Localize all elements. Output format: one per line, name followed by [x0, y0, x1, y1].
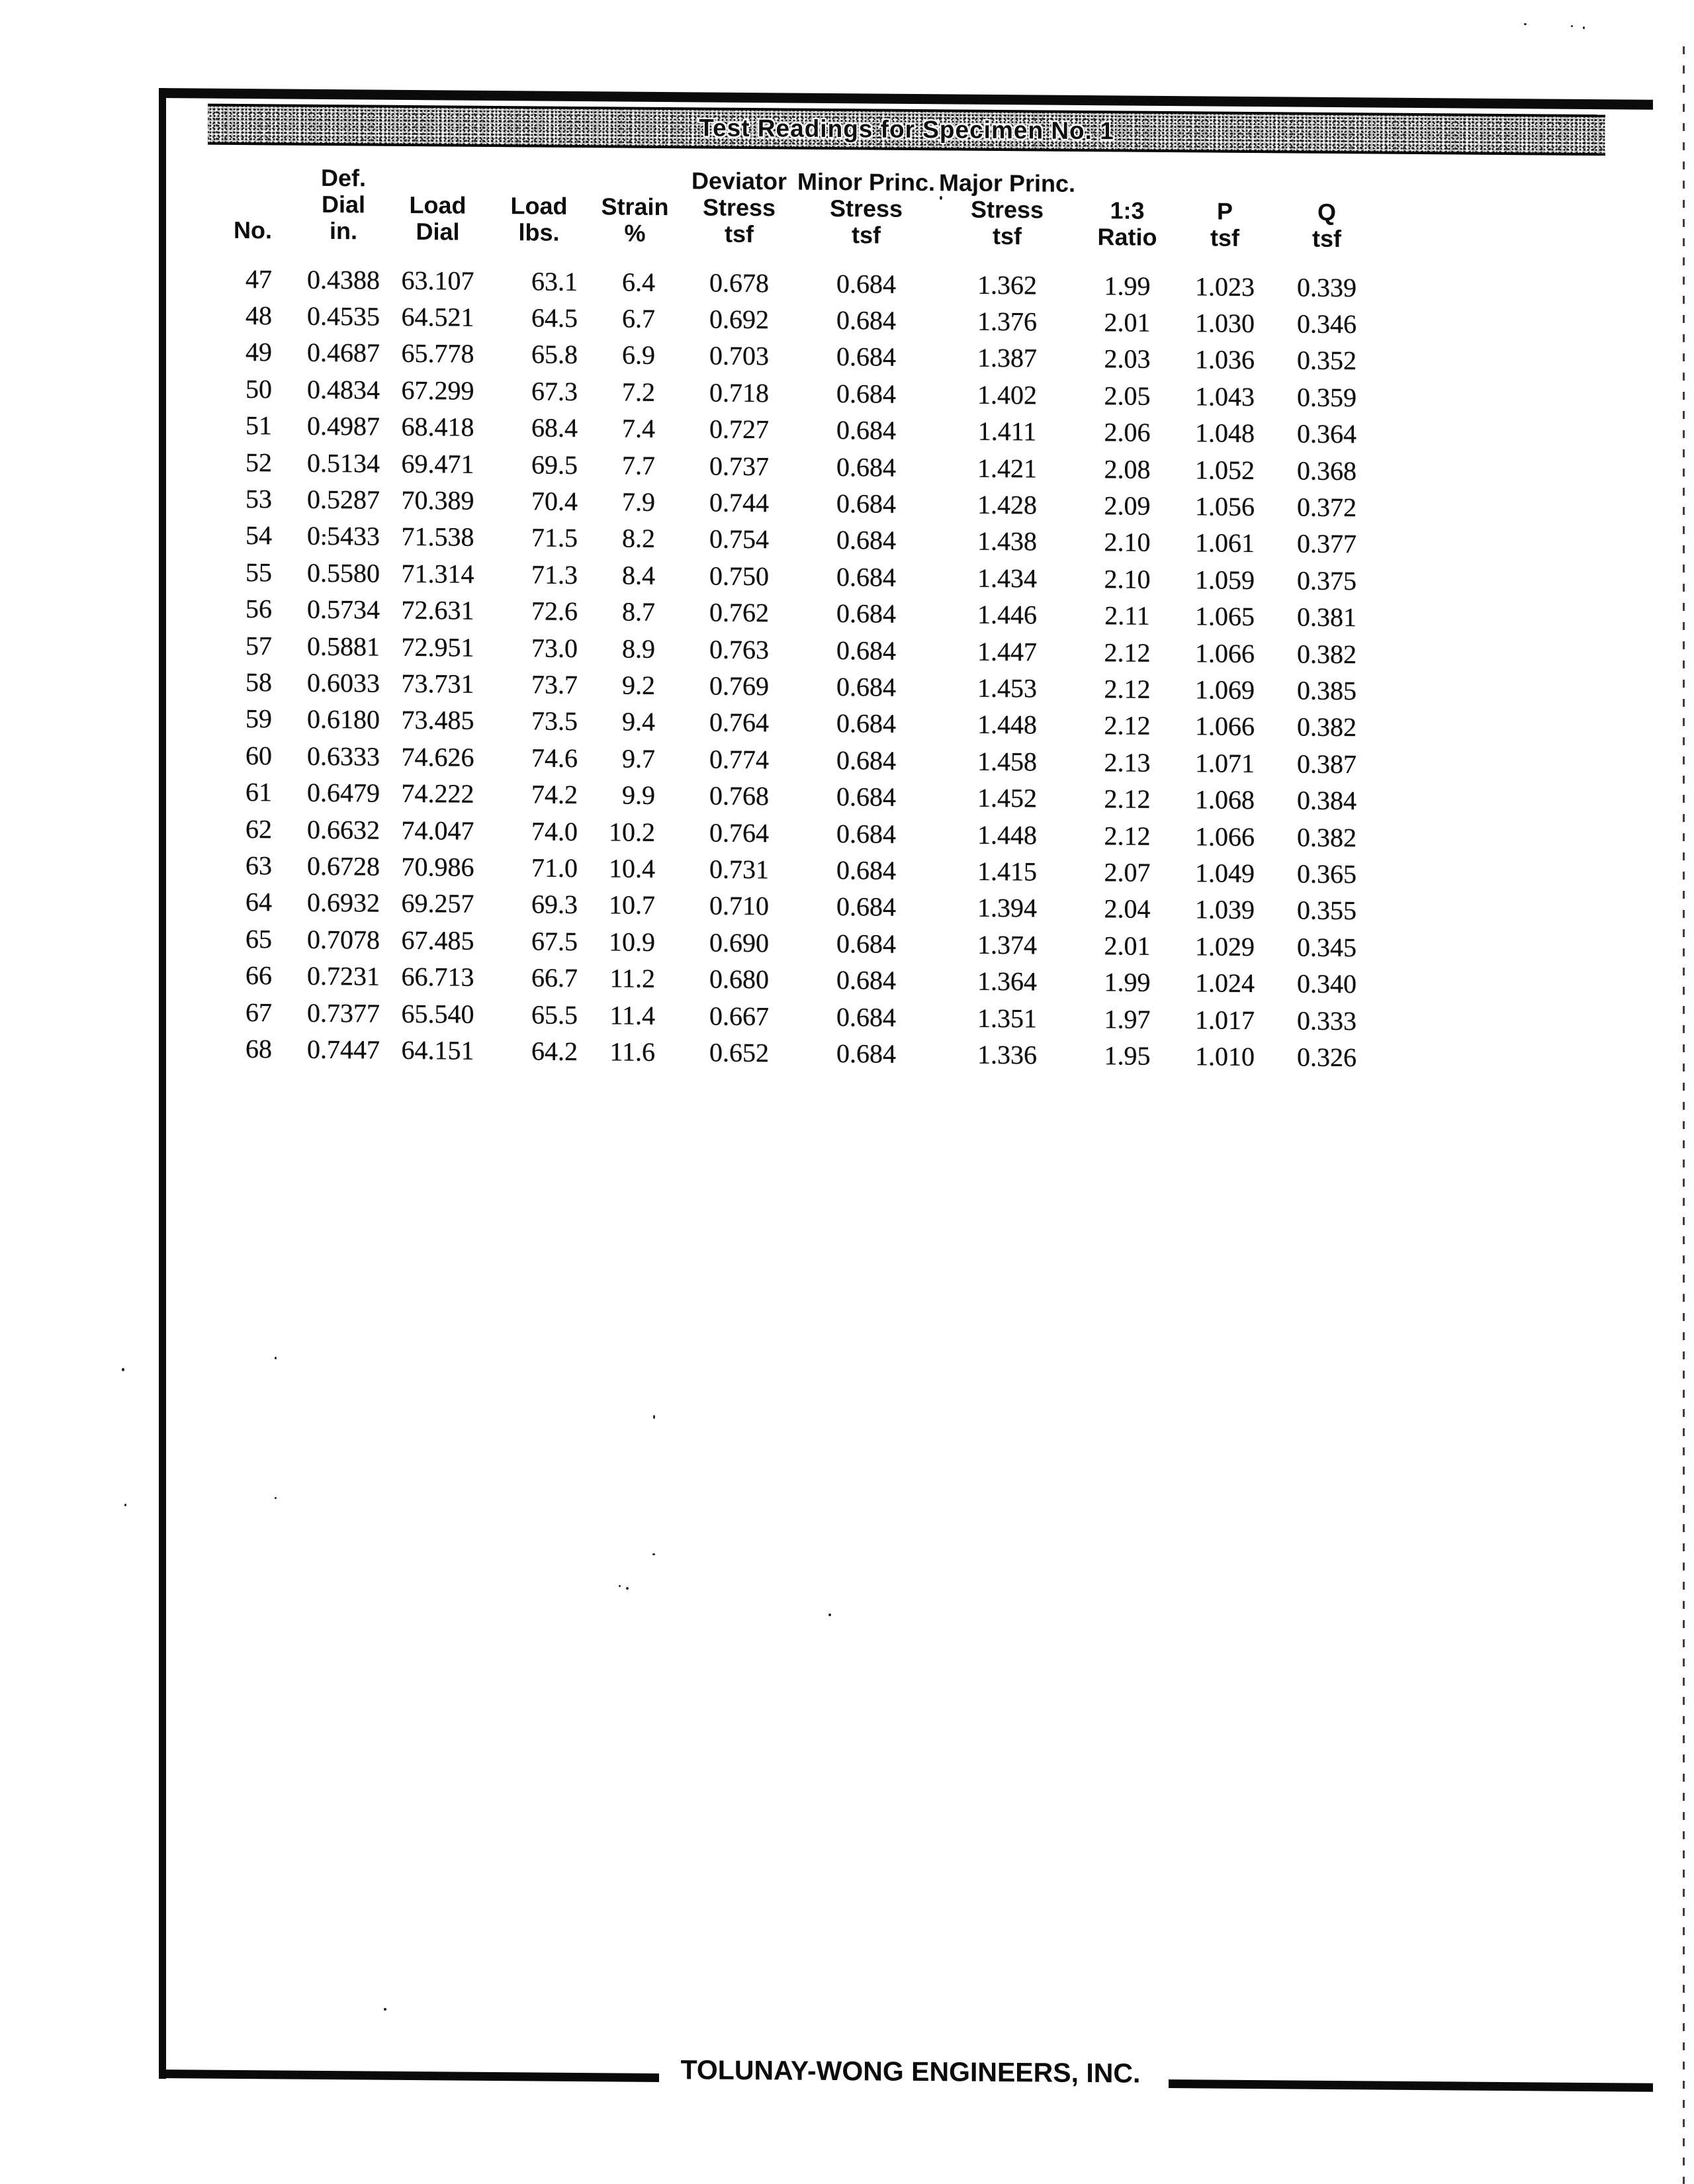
cell-minor-princ-stress-tsf: 0.684	[836, 415, 896, 445]
cell-load-dial: 69.471	[401, 448, 474, 479]
cell-strain-pct: 7.2	[622, 377, 655, 407]
footer-rule-right	[1169, 2079, 1653, 2092]
cell-q-tsf: 0.381	[1297, 602, 1357, 633]
cell-def-dial-in: 0.4388	[307, 264, 380, 295]
cell-major-princ-stress-tsf: 1.428	[977, 489, 1037, 520]
cell-strain-pct: 9.4	[622, 706, 655, 737]
header-q-tsf-line2: Q	[1317, 198, 1336, 226]
cell-no: 63	[245, 850, 272, 881]
header-ratio-1-3-line2: 1:3	[1110, 197, 1145, 224]
cell-q-tsf: 0.382	[1297, 822, 1357, 852]
cell-minor-princ-stress-tsf: 0.684	[836, 451, 896, 482]
cell-major-princ-stress-tsf: 1.364	[977, 966, 1037, 997]
cell-minor-princ-stress-tsf: 0.684	[836, 488, 896, 519]
cell-load-dial: 70.389	[401, 484, 474, 516]
header-p-tsf-line2: P	[1216, 197, 1233, 225]
cell-major-princ-stress-tsf: 1.447	[977, 636, 1037, 667]
cell-q-tsf: 0.333	[1297, 1005, 1357, 1036]
cell-def-dial-in: 0.6180	[307, 704, 380, 735]
cell-load-dial: 65.540	[401, 998, 474, 1029]
cell-p-tsf: 1.068	[1195, 784, 1255, 815]
cell-ratio-1-3: 2.04	[1104, 893, 1151, 925]
cell-ratio-1-3: 2.06	[1104, 417, 1151, 448]
table-header	[159, 162, 1380, 269]
cell-def-dial-in: 0.5287	[307, 484, 380, 515]
cell-minor-princ-stress-tsf: 0.684	[836, 708, 896, 739]
company-name: TOLUNAY-WONG ENGINEERS, INC.	[680, 2054, 1141, 2089]
cell-deviator-stress-tsf: 0.692	[709, 304, 769, 335]
cell-major-princ-stress-tsf: 1.362	[977, 269, 1037, 300]
cell-load-lbs: 65.8	[531, 339, 578, 370]
cell-ratio-1-3: 2.12	[1104, 710, 1151, 741]
cell-def-dial-in: 0.6932	[307, 887, 380, 918]
cell-load-lbs: 67.3	[531, 376, 578, 406]
cell-strain-pct: 10.9	[609, 927, 655, 957]
cell-q-tsf: 0.364	[1297, 418, 1357, 449]
header-strain-pct-line3: %	[624, 219, 646, 247]
cell-load-lbs: 68.4	[531, 412, 578, 443]
cell-p-tsf: 1.036	[1195, 344, 1255, 375]
cell-minor-princ-stress-tsf: 0.684	[836, 965, 896, 995]
cell-strain-pct: 7.9	[622, 486, 655, 517]
cell-deviator-stress-tsf: 0.768	[709, 780, 769, 811]
cell-def-dial-in: 0.7377	[307, 997, 380, 1028]
cell-load-lbs: 72.6	[531, 596, 578, 627]
page-footer	[159, 2040, 1653, 2093]
header-def-dial-in-line1: Def.	[320, 163, 366, 192]
cell-minor-princ-stress-tsf: 0.684	[836, 745, 896, 776]
cell-minor-princ-stress-tsf: 0.684	[836, 268, 896, 299]
cell-ratio-1-3: 2.03	[1104, 343, 1151, 375]
cell-no: 50	[245, 373, 272, 404]
header-no-line2	[159, 189, 301, 216]
header-strain-pct-line2: Strain	[601, 193, 669, 221]
header-def-dial-in-line3: in.	[330, 217, 357, 245]
cell-load-dial: 66.713	[401, 961, 474, 992]
cell-major-princ-stress-tsf: 1.438	[977, 526, 1037, 557]
cell-ratio-1-3: 2.12	[1104, 820, 1151, 851]
cell-load-lbs: 63.1	[531, 266, 578, 296]
cell-q-tsf: 0.359	[1297, 382, 1357, 413]
cell-load-dial: 74.047	[401, 815, 474, 846]
cell-major-princ-stress-tsf: 1.394	[977, 893, 1037, 923]
header-deviator-stress-tsf-line1: Deviator	[691, 167, 787, 195]
cell-p-tsf: 1.043	[1195, 381, 1255, 412]
cell-p-tsf: 1.061	[1195, 527, 1255, 559]
cell-load-lbs: 73.5	[531, 705, 578, 737]
cell-ratio-1-3: 2.09	[1104, 490, 1151, 521]
cell-no: 68	[245, 1033, 272, 1064]
cell-major-princ-stress-tsf: 1.336	[977, 1039, 1037, 1070]
cell-deviator-stress-tsf: 0.731	[709, 854, 769, 885]
cell-strain-pct: 11.4	[609, 999, 655, 1030]
cell-load-lbs: 64.5	[531, 302, 578, 334]
cell-major-princ-stress-tsf: 1.415	[977, 856, 1037, 887]
cell-minor-princ-stress-tsf: 0.684	[836, 378, 896, 409]
cell-deviator-stress-tsf: 0.754	[709, 523, 769, 555]
cell-no: 62	[245, 813, 272, 844]
cell-q-tsf: 0.375	[1297, 565, 1357, 596]
cell-major-princ-stress-tsf: 1.448	[977, 709, 1037, 740]
table-body	[159, 260, 1380, 1076]
cell-no: 55	[245, 557, 272, 588]
cell-ratio-1-3: 2.07	[1104, 857, 1151, 887]
cell-q-tsf: 0.385	[1297, 675, 1357, 706]
cell-q-tsf: 0.384	[1297, 785, 1357, 816]
cell-def-dial-in: 0.5433	[307, 521, 380, 552]
cell-load-lbs: 69.3	[531, 889, 578, 920]
header-deviator-stress-tsf-line2: Stress	[702, 193, 776, 222]
cell-def-dial-in: 0.4987	[307, 411, 380, 441]
header-minor-princ-stress-tsf-line1: Minor Princ.	[797, 167, 936, 197]
cell-minor-princ-stress-tsf: 0.684	[836, 1038, 896, 1069]
cell-load-dial: 71.314	[401, 558, 474, 589]
cell-def-dial-in: 0.6333	[307, 741, 380, 772]
scan-speck	[122, 1368, 124, 1371]
cell-deviator-stress-tsf: 0.690	[709, 927, 769, 958]
cell-def-dial-in: 0.5134	[307, 447, 380, 478]
cell-load-lbs: 74.0	[531, 815, 578, 846]
header-load-dial-line3: Dial	[416, 218, 460, 246]
cell-minor-princ-stress-tsf: 0.684	[836, 928, 896, 959]
cell-load-lbs: 70.4	[531, 486, 578, 517]
cell-ratio-1-3: 2.01	[1104, 930, 1151, 961]
cell-strain-pct: 10.4	[609, 853, 655, 884]
cell-p-tsf: 1.056	[1195, 491, 1255, 522]
cell-major-princ-stress-tsf: 1.411	[977, 416, 1037, 447]
cell-minor-princ-stress-tsf: 0.684	[836, 525, 896, 556]
cell-load-dial: 74.626	[401, 741, 474, 772]
cell-ratio-1-3: 1.95	[1104, 1040, 1151, 1071]
readings-table	[159, 162, 1380, 1076]
cell-deviator-stress-tsf: 0.763	[709, 634, 769, 664]
cell-major-princ-stress-tsf: 1.351	[977, 1003, 1037, 1033]
scan-speck	[1583, 26, 1585, 29]
cell-no: 57	[245, 630, 272, 660]
cell-ratio-1-3: 2.11	[1104, 600, 1150, 631]
cell-p-tsf: 1.048	[1195, 418, 1255, 449]
cell-major-princ-stress-tsf: 1.434	[977, 563, 1037, 594]
header-major-princ-stress-tsf-line2: Stress	[970, 195, 1044, 224]
cell-major-princ-stress-tsf: 1.446	[977, 599, 1037, 630]
cell-minor-princ-stress-tsf: 0.684	[836, 1001, 896, 1032]
header-ratio-1-3-line3: Ratio	[1097, 223, 1157, 251]
cell-load-dial: 68.418	[401, 412, 474, 442]
cell-load-dial: 67.299	[401, 375, 474, 406]
cell-load-dial: 73.731	[401, 668, 474, 699]
cell-load-lbs: 71.0	[531, 852, 578, 883]
header-load-lbs-line2: Load	[510, 192, 568, 220]
cell-def-dial-in: 0.6479	[307, 777, 380, 808]
cell-load-lbs: 65.5	[531, 999, 578, 1030]
cell-deviator-stress-tsf: 0.737	[709, 451, 769, 481]
cell-p-tsf: 1.049	[1195, 858, 1255, 888]
cell-strain-pct: 9.7	[622, 743, 655, 774]
header-no-line1	[159, 162, 301, 190]
title-band	[208, 104, 1605, 156]
cell-p-tsf: 1.010	[1195, 1041, 1255, 1071]
header-p-tsf-line3: tsf	[1210, 224, 1239, 251]
cell-strain-pct: 8.4	[622, 560, 655, 590]
cell-load-lbs: 73.7	[531, 669, 578, 700]
cell-q-tsf: 0.377	[1297, 528, 1357, 559]
cell-no: 65	[245, 923, 272, 954]
cell-strain-pct: 8.2	[622, 523, 655, 554]
cell-p-tsf: 1.017	[1195, 1004, 1255, 1035]
cell-def-dial-in: 0.6033	[307, 667, 380, 698]
cell-strain-pct: 7.4	[622, 413, 655, 444]
cell-minor-princ-stress-tsf: 0.684	[836, 672, 896, 702]
cell-ratio-1-3: 2.12	[1104, 784, 1151, 814]
cell-q-tsf: 0.352	[1297, 345, 1357, 376]
cell-strain-pct: 7.7	[622, 450, 655, 480]
cell-load-dial: 67.485	[401, 925, 474, 956]
cell-load-lbs: 73.0	[531, 633, 578, 663]
cell-q-tsf: 0.345	[1297, 932, 1357, 962]
cell-load-dial: 69.257	[401, 888, 474, 919]
cell-def-dial-in: 0.5881	[307, 631, 380, 662]
cell-deviator-stress-tsf: 0.710	[709, 890, 769, 921]
cell-ratio-1-3: 1.99	[1104, 967, 1151, 997]
cell-q-tsf: 0.326	[1297, 1042, 1357, 1073]
cell-no: 58	[245, 667, 272, 698]
cell-ratio-1-3: 2.08	[1104, 453, 1151, 484]
cell-no: 51	[245, 410, 272, 441]
cell-deviator-stress-tsf: 0.680	[709, 964, 769, 995]
cell-def-dial-in: 0.7078	[307, 924, 380, 955]
header-load-dial-line1	[386, 164, 490, 191]
cell-load-dial: 63.107	[401, 265, 474, 296]
cell-load-dial: 73.485	[401, 705, 474, 736]
header-minor-princ-stress-tsf-line2: Stress	[829, 194, 903, 222]
cell-p-tsf: 1.023	[1195, 271, 1255, 302]
header-p-tsf-line1	[1176, 170, 1274, 197]
header-q-tsf-line1	[1274, 171, 1380, 198]
header-def-dial-in-line2: Dial	[321, 190, 366, 218]
cell-no: 67	[245, 997, 272, 1027]
cell-load-dial: 65.778	[401, 338, 474, 369]
cell-deviator-stress-tsf: 0.727	[709, 414, 769, 445]
cell-def-dial-in: 0.6728	[307, 850, 380, 882]
cell-q-tsf: 0.387	[1297, 749, 1357, 779]
cell-major-princ-stress-tsf: 1.458	[977, 746, 1037, 777]
cell-load-lbs: 71.3	[531, 559, 578, 590]
cell-def-dial-in: 0.7447	[307, 1034, 380, 1065]
cell-ratio-1-3: 1.97	[1104, 1003, 1151, 1034]
cell-strain-pct: 8.9	[622, 633, 655, 664]
cell-no: 56	[245, 594, 272, 624]
cell-q-tsf: 0.355	[1297, 895, 1357, 926]
cell-ratio-1-3: 2.01	[1104, 307, 1151, 338]
header-ratio-1-3-line1	[1079, 169, 1176, 197]
cell-major-princ-stress-tsf: 1.374	[977, 929, 1037, 960]
cell-p-tsf: 1.066	[1195, 637, 1255, 668]
cell-major-princ-stress-tsf: 1.376	[977, 306, 1037, 337]
page-title: Test Readings for Specimen No. 1	[699, 114, 1114, 145]
cell-no: 66	[245, 960, 272, 991]
cell-no: 60	[245, 740, 272, 771]
header-load-lbs-line3: lbs.	[518, 218, 560, 246]
cell-q-tsf: 0.372	[1297, 492, 1357, 523]
cell-deviator-stress-tsf: 0.703	[709, 341, 769, 371]
cell-minor-princ-stress-tsf: 0.684	[836, 598, 896, 629]
cell-def-dial-in: 0.7231	[307, 960, 380, 991]
cell-deviator-stress-tsf: 0.764	[709, 707, 769, 738]
cell-major-princ-stress-tsf: 1.448	[977, 819, 1037, 850]
cell-def-dial-in: 0.4687	[307, 338, 380, 369]
cell-no: 49	[245, 337, 272, 367]
header-strain-pct-line1	[588, 165, 682, 193]
header-q-tsf-line3: tsf	[1312, 224, 1341, 253]
cell-q-tsf: 0.339	[1297, 272, 1357, 302]
cell-strain-pct: 6.4	[622, 267, 655, 297]
cell-ratio-1-3: 2.05	[1104, 381, 1151, 411]
cell-load-lbs: 64.2	[531, 1036, 578, 1066]
scan-speck	[1524, 23, 1527, 25]
cell-strain-pct: 6.7	[622, 303, 655, 334]
cell-load-lbs: 74.2	[531, 779, 578, 810]
scan-artifact-edge-line	[1683, 46, 1685, 2184]
cell-major-princ-stress-tsf: 1.452	[977, 782, 1037, 813]
cell-major-princ-stress-tsf: 1.421	[977, 453, 1037, 484]
cell-p-tsf: 1.052	[1195, 454, 1255, 485]
cell-p-tsf: 1.030	[1195, 308, 1255, 339]
cell-load-lbs: 69.5	[531, 449, 578, 480]
cell-p-tsf: 1.039	[1195, 894, 1255, 925]
cell-major-princ-stress-tsf: 1.402	[977, 379, 1037, 410]
header-major-princ-stress-tsf-line3: tsf	[993, 222, 1022, 250]
footer-rule-left	[165, 2070, 659, 2082]
cell-load-dial: 64.521	[401, 301, 474, 332]
cell-no: 61	[245, 777, 272, 807]
cell-load-dial: 72.631	[401, 595, 474, 625]
cell-strain-pct: 9.2	[622, 670, 655, 700]
cell-deviator-stress-tsf: 0.769	[709, 670, 769, 702]
cell-load-lbs: 67.5	[531, 926, 578, 956]
cell-p-tsf: 1.065	[1195, 601, 1255, 632]
cell-deviator-stress-tsf: 0.667	[709, 1001, 769, 1031]
cell-ratio-1-3: 2.13	[1104, 747, 1151, 778]
header-deviator-stress-tsf-line3: tsf	[725, 220, 754, 248]
cell-ratio-1-3: 1.99	[1104, 270, 1151, 301]
cell-p-tsf: 1.066	[1195, 821, 1255, 852]
cell-major-princ-stress-tsf: 1.387	[977, 343, 1037, 373]
cell-p-tsf: 1.069	[1195, 674, 1255, 705]
cell-p-tsf: 1.071	[1195, 748, 1255, 778]
cell-strain-pct: 8.7	[622, 596, 655, 627]
cell-p-tsf: 1.066	[1195, 711, 1255, 742]
header-minor-princ-stress-tsf-line3: tsf	[852, 221, 881, 249]
cell-load-dial: 71.538	[401, 522, 474, 553]
cell-ratio-1-3: 2.12	[1104, 674, 1151, 704]
cell-no: 48	[245, 300, 272, 331]
cell-q-tsf: 0.382	[1297, 711, 1357, 743]
cell-load-dial: 72.951	[401, 631, 474, 662]
header-load-dial-line2: Load	[409, 191, 467, 219]
cell-minor-princ-stress-tsf: 0.684	[836, 561, 896, 592]
cell-q-tsf: 0.382	[1297, 639, 1357, 669]
header-no-line3: No.	[234, 216, 272, 244]
cell-no: 47	[245, 263, 272, 295]
header-major-princ-stress-tsf-line1: Major Princ.	[938, 169, 1076, 197]
cell-q-tsf: 0.368	[1297, 455, 1357, 486]
cell-load-dial: 64.151	[401, 1034, 474, 1066]
cell-q-tsf: 0.340	[1297, 968, 1357, 999]
cell-deviator-stress-tsf: 0.718	[709, 377, 769, 408]
cell-no: 59	[245, 704, 272, 734]
cell-deviator-stress-tsf: 0.764	[709, 817, 769, 848]
cell-ratio-1-3: 2.12	[1104, 637, 1151, 668]
cell-def-dial-in: 0.4535	[307, 300, 380, 332]
cell-strain-pct: 10.7	[609, 889, 655, 921]
cell-minor-princ-stress-tsf: 0.684	[836, 341, 896, 373]
cell-load-lbs: 74.6	[531, 743, 578, 773]
cell-deviator-stress-tsf: 0.652	[709, 1037, 769, 1068]
cell-q-tsf: 0.365	[1297, 858, 1357, 889]
cell-def-dial-in: 0.4834	[307, 374, 380, 405]
cell-deviator-stress-tsf: 0.744	[709, 487, 769, 518]
cell-deviator-stress-tsf: 0.678	[709, 267, 769, 298]
cell-def-dial-in: 0.5580	[307, 557, 380, 588]
cell-def-dial-in: 0.5734	[307, 594, 380, 625]
cell-ratio-1-3: 2.10	[1104, 527, 1151, 558]
cell-p-tsf: 1.024	[1195, 968, 1255, 999]
scan-speck	[1571, 25, 1573, 27]
header-load-lbs-line1	[490, 165, 588, 192]
cell-ratio-1-3: 2.10	[1104, 564, 1151, 594]
cell-load-dial: 74.222	[401, 778, 474, 809]
cell-strain-pct: 11.6	[609, 1036, 655, 1067]
cell-load-lbs: 71.5	[531, 522, 578, 553]
cell-no: 52	[245, 447, 272, 477]
cell-p-tsf: 1.029	[1195, 931, 1255, 962]
cell-strain-pct: 10.2	[609, 816, 655, 847]
cell-q-tsf: 0.346	[1297, 308, 1357, 340]
scan-speck	[124, 1504, 126, 1506]
cell-deviator-stress-tsf: 0.774	[709, 744, 769, 775]
cell-minor-princ-stress-tsf: 0.684	[836, 305, 896, 336]
cell-minor-princ-stress-tsf: 0.684	[836, 818, 896, 849]
cell-def-dial-in: 0.6632	[307, 814, 380, 845]
cell-minor-princ-stress-tsf: 0.684	[836, 854, 896, 886]
cell-major-princ-stress-tsf: 1.453	[977, 672, 1037, 704]
cell-strain-pct: 11.2	[609, 963, 655, 993]
cell-no: 64	[245, 887, 272, 917]
cell-deviator-stress-tsf: 0.750	[709, 561, 769, 592]
cell-load-lbs: 66.7	[531, 962, 578, 993]
cell-strain-pct: 6.9	[622, 340, 655, 371]
cell-p-tsf: 1.059	[1195, 565, 1255, 595]
cell-no: 54	[245, 520, 272, 551]
cell-load-dial: 70.986	[401, 851, 474, 882]
cell-strain-pct: 9.9	[622, 780, 655, 811]
cell-no: 53	[245, 484, 272, 514]
cell-minor-princ-stress-tsf: 0.684	[836, 782, 896, 812]
report-frame	[159, 88, 1653, 2093]
cell-deviator-stress-tsf: 0.762	[709, 597, 769, 628]
cell-minor-princ-stress-tsf: 0.684	[836, 635, 896, 666]
cell-minor-princ-stress-tsf: 0.684	[836, 891, 896, 923]
